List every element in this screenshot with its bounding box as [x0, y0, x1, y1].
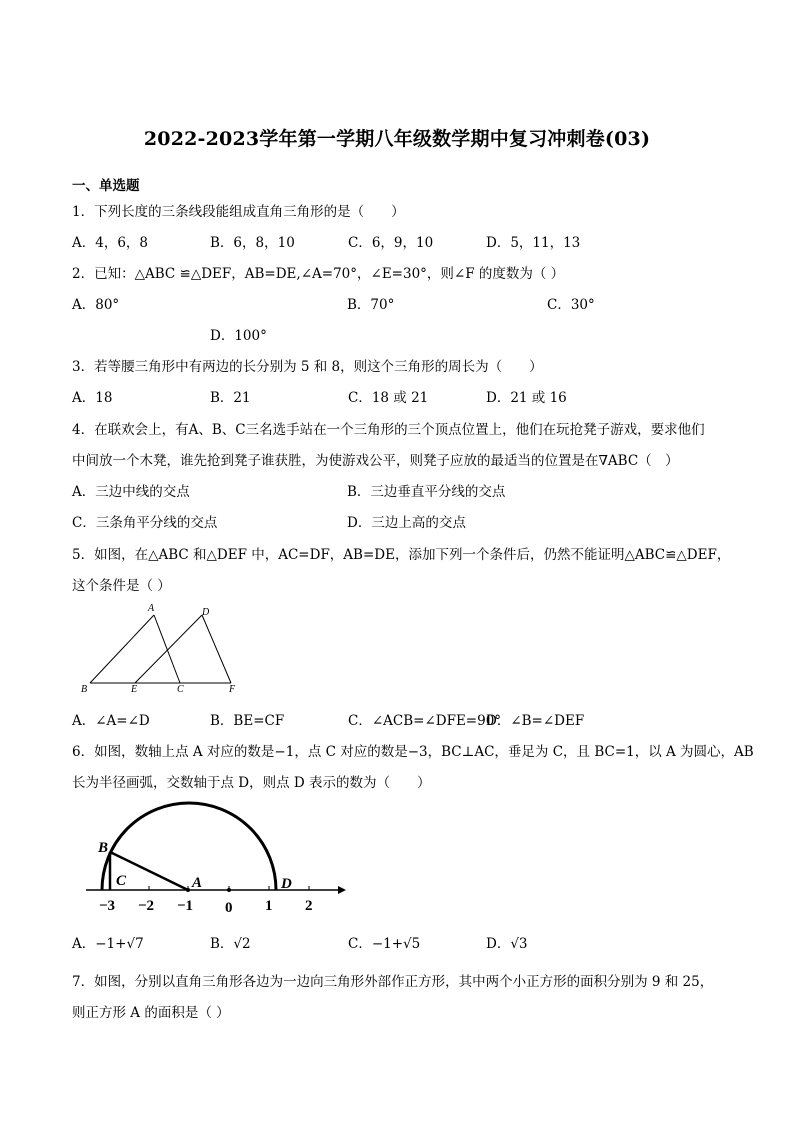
- q5-option-a: A．∠A=∠D: [72, 713, 150, 729]
- q6-tick-0: 0: [225, 900, 233, 916]
- q5-option-d: D．∠B=∠DEF: [486, 713, 585, 729]
- q2-option-c: C．30°: [547, 297, 595, 313]
- q5-triangles-figure: [76, 600, 246, 698]
- q6-origin-point: [227, 888, 231, 892]
- q6-tick-2: 2: [305, 898, 313, 914]
- q4-option-b: B．三边垂直平分线的交点: [347, 484, 506, 500]
- q6-axis-arrow-icon: [338, 886, 346, 894]
- q6-tick-minus2: −2: [138, 898, 155, 914]
- q6-label-b: B: [98, 840, 109, 856]
- q4-stem-line2: 中间放一个木凳，谁先抢到凳子谁获胜，为使游戏公平，则凳子应放的最适当的位置是在∇ABC（ ）: [72, 453, 679, 469]
- q6-option-d: D．√3: [486, 936, 528, 952]
- q1-stem: 1．下列长度的三条线段能组成直角三角形的是（ ）: [72, 204, 405, 220]
- q6-option-b: B．√2: [210, 936, 251, 952]
- q6-tick-minus3: −3: [99, 898, 116, 914]
- q5-label-d: D: [202, 607, 210, 618]
- q5-label-e: E: [131, 684, 138, 695]
- q6-point-a: [186, 888, 190, 892]
- q1-option-b: B．6，8，10: [210, 235, 295, 251]
- q5-option-b: B．BE=CF: [210, 713, 285, 729]
- q6-label-a: A: [192, 875, 203, 891]
- q3-option-a: A．18: [72, 390, 113, 406]
- q6-label-c: C: [116, 873, 127, 889]
- q6-stem-line1: 6．如图，数轴上点 A 对应的数是−1，点 C 对应的数是−3，BC⊥AC，垂足为 C，且 BC=1，以 A 为圆心，AB: [72, 744, 754, 760]
- q2-option-a: A．80°: [72, 297, 120, 313]
- q2-stem: 2．已知：△ABC ≌△DEF，AB=DE,∠A=70°，∠E=30°，则∠F 的度数为（ ）: [72, 266, 565, 282]
- q5-label-a: A: [148, 603, 155, 614]
- q6-stem-line2: 长为半径画弧，交数轴于点 D，则点 D 表示的数为（ ）: [72, 775, 431, 791]
- q7-stem-line2: 则正方形 A 的面积是（ ）: [72, 1005, 230, 1021]
- q6-option-a: A．−1+√7: [72, 936, 144, 952]
- q1-option-a: A．4，6，8: [72, 235, 149, 251]
- q5-label-b: B: [81, 684, 88, 695]
- q5-label-c: C: [177, 684, 184, 695]
- q5-stem-line2: 这个条件是（ ）: [72, 578, 171, 594]
- q4-option-d: D．三边上高的交点: [347, 515, 466, 531]
- exam-title: 2022-2023学年第一学期八年级数学期中复习冲刺卷(03): [143, 128, 651, 150]
- q7-stem-line1: 7．如图，分别以直角三角形各边为一边向三角形外部作正方形，其中两个小正方形的面积分别为 9 和 25，: [72, 974, 714, 990]
- q2-option-b: B．70°: [347, 297, 395, 313]
- q6-label-d: D: [281, 876, 292, 892]
- q5-label-f: F: [229, 684, 236, 695]
- q3-option-b: B．21: [210, 390, 251, 406]
- q3-option-c: C．18 或 21: [348, 390, 429, 406]
- q5-option-c: C．∠ACB=∠DFE=90°: [348, 713, 502, 729]
- q6-tick-1: 1: [265, 898, 273, 914]
- q4-stem-line1: 4．在联欢会上，有A、B、C三名选手站在一个三角形的三个顶点位置上，他们在玩抢凳子游戏，要求他们: [72, 422, 705, 438]
- q3-option-d: D．21 或 16: [486, 390, 567, 406]
- q5-stem-line1: 5．如图，在△ABC 和△DEF 中，AC=DF，AB=DE，添加下列一个条件后，仍然不能证明△ABC≌△DEF，: [72, 547, 731, 563]
- q1-option-c: C．6，9，10: [348, 235, 434, 251]
- q2-option-d: D．100°: [210, 328, 267, 344]
- q6-tick-minus1: −1: [177, 898, 194, 914]
- section-heading: 一、单选题: [72, 178, 140, 194]
- q5-side-df: [202, 615, 231, 683]
- q4-option-c: C．三条角平分线的交点: [72, 515, 218, 531]
- q6-number-line-figure: [80, 796, 350, 916]
- q4-option-a: A．三边中线的交点: [72, 484, 190, 500]
- q5-side-ac: [154, 615, 180, 683]
- q1-option-d: D．5，11，13: [486, 235, 581, 251]
- q3-stem: 3．若等腰三角形中有两边的长分别为 5 和 8，则这个三角形的周长为（ ）: [72, 359, 543, 375]
- q6-arc: [102, 803, 276, 890]
- q6-option-c: C．−1+√5: [348, 936, 421, 952]
